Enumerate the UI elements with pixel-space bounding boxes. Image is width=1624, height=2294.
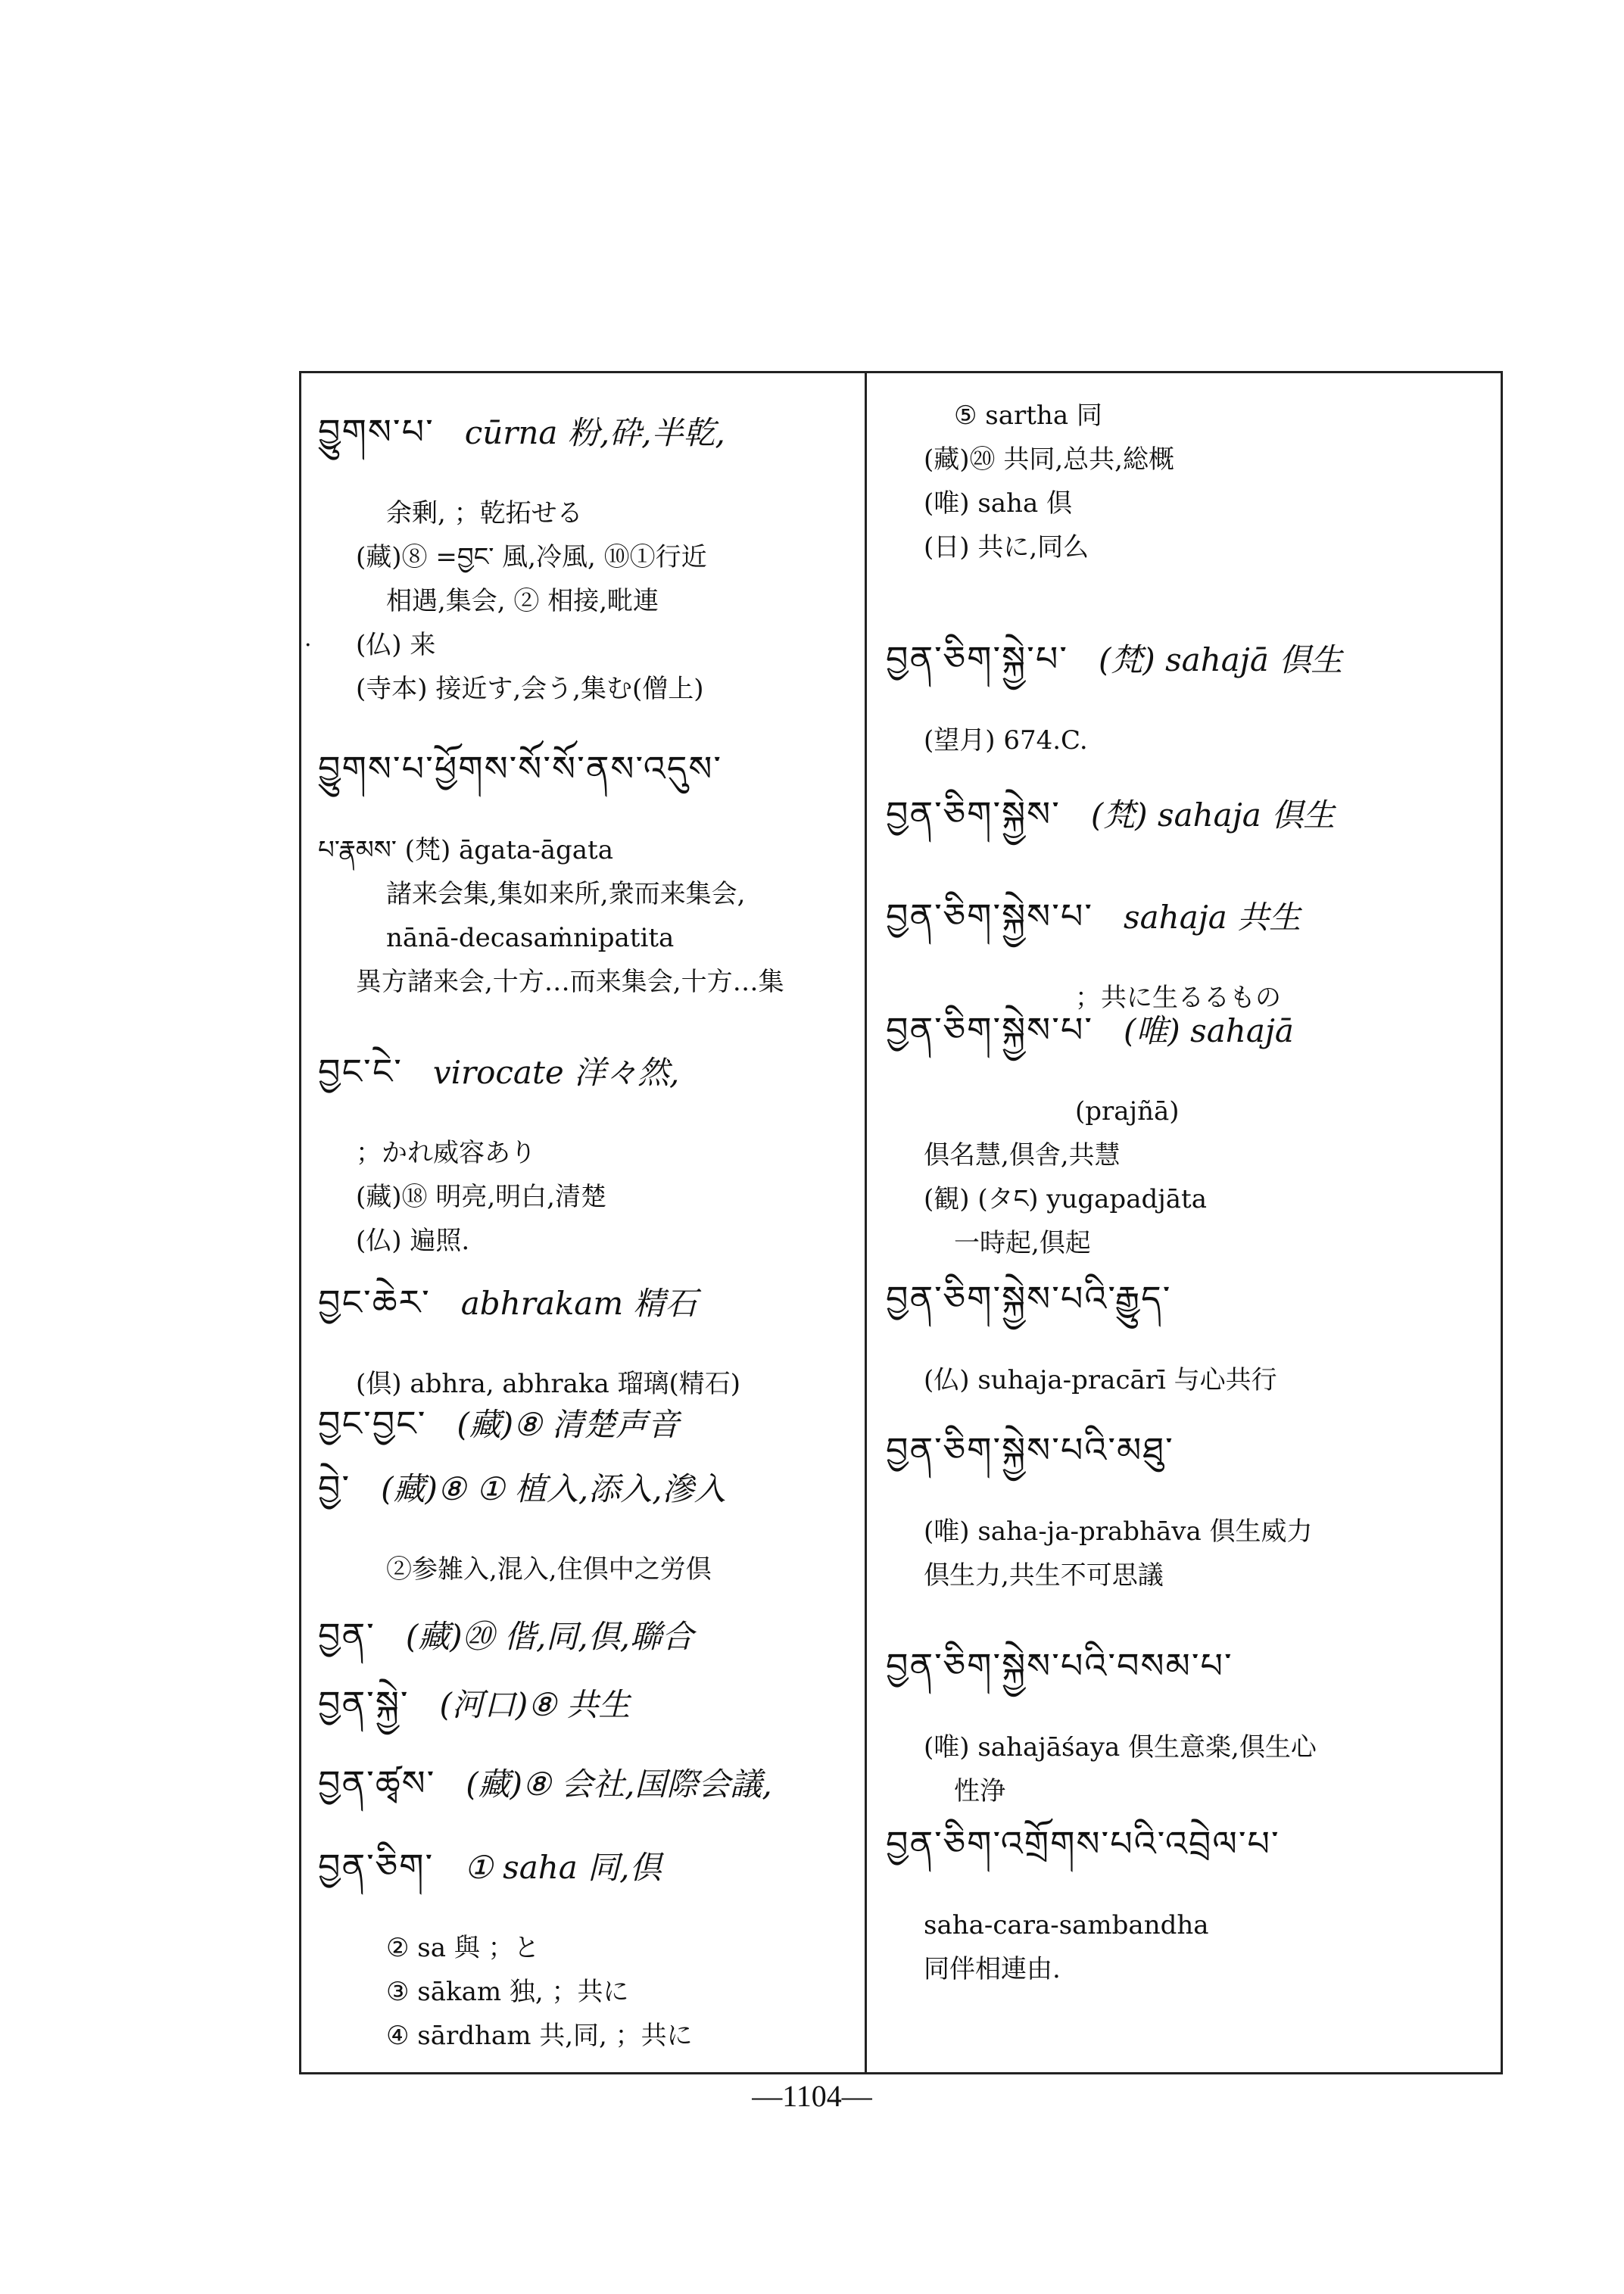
entry-headword <box>318 1264 848 1362</box>
tibetan-headword: བྱན་སྐྱེ་ <box>318 1683 410 1724</box>
entry-line: ② sa 與 ；と <box>386 1933 540 1963</box>
entry-line: (望月) 674.C. <box>924 725 1088 756</box>
page-number: —1104— <box>752 2079 872 2113</box>
tibetan-headword: བྱན་ཅིག་སྐྱེས་པ་ <box>886 896 1094 937</box>
dictionary-entry <box>886 776 1492 874</box>
tibetan-headword: བྱང་ངེ་ <box>318 1051 403 1092</box>
entry-line: 倶生力,共生不可思議 <box>924 1560 1164 1591</box>
entry-headword <box>318 1033 848 1131</box>
entry-line: (仏) suhaja-pracārī 与心共行 <box>924 1365 1277 1395</box>
entry-line: (唯) sahajāśaya 倶生意楽,倶生心 <box>924 1732 1317 1763</box>
entry-line: (唯) saha 倶 <box>924 488 1073 519</box>
entry-headword <box>886 878 1492 976</box>
margin-mark: · <box>304 632 312 659</box>
tibetan-headword: བྱེ་ <box>318 1467 351 1508</box>
entry-headword <box>318 1828 848 1926</box>
tibetan-headword: བྱན་ཅིག་སྐྱེས་པ་ <box>886 1009 1094 1050</box>
entry-line: 諸来会集,集如来所,衆而来集会, <box>386 879 746 909</box>
dictionary-entry <box>886 621 1492 762</box>
entry-line: པ་རྣམས་ (梵) āgata-āgata <box>318 835 613 865</box>
entry-line: 余剰, ；乾拓せる <box>386 498 583 528</box>
entry-headword <box>318 731 848 828</box>
tibetan-headword: བྱན་ཅིག་སྐྱེས་ <box>886 793 1061 834</box>
headword-gloss: (藏)⑧ 会社,国際会議, <box>466 1766 772 1803</box>
tibetan-headword: བྱུགས་པ་ <box>318 411 435 452</box>
entry-line: (倶) abhra, abhraka 瑠璃(精石) <box>356 1369 741 1399</box>
entry-line: (日) 共に,同么 <box>924 532 1089 563</box>
entry-headword <box>886 1261 1492 1358</box>
dictionary-entry <box>886 1261 1492 1402</box>
entry-line: 異方諸来会,十方…而来集会,十方…集 <box>356 967 784 997</box>
tibetan-headword: བྱན་ཚྭས་ <box>318 1763 436 1803</box>
entry-line: 倶名慧,倶舎,共慧 <box>924 1140 1121 1170</box>
headword-gloss: ① saha 同,倶 <box>464 1849 662 1886</box>
dictionary-entry <box>318 731 848 1004</box>
entry-line: (藏)⑳ 共同,总共,総概 <box>924 444 1174 475</box>
entry-line: (藏)⑧ =བྱང་ 風,冷風, ⑩①行近 <box>356 542 707 572</box>
tibetan-headword: བྱན་ཅིག་སྐྱེ་པ་ <box>886 638 1068 679</box>
entry-line: (観) (タང) yugapadjāta <box>924 1184 1207 1214</box>
dictionary-entry <box>318 394 848 711</box>
tibetan-headword: བྱན་ <box>318 1615 376 1656</box>
tibetan-headword: བྱུགས་པ་ཕྱོགས་སོ་སོ་ནས་འདུས་ <box>318 748 723 789</box>
entry-headword <box>886 621 1492 718</box>
entry-line: ③ sākam 独, ；共に <box>386 1977 629 2007</box>
entry-headword <box>886 1412 1492 1510</box>
entry-line: nānā-decasaṁnipatita <box>386 923 675 953</box>
tibetan-headword: བྱང་ཆེར་ <box>318 1282 431 1323</box>
dictionary-entry <box>318 1828 848 2058</box>
headword-gloss: (梵) sahaja 倶生 <box>1090 796 1336 834</box>
tibetan-headword: བྱན་ཅིག་སྐྱེས་པའི་མཐུ་ <box>886 1429 1174 1470</box>
entry-line: 一時起,倶起 <box>954 1228 1091 1258</box>
dictionary-entry <box>886 992 1492 1265</box>
entry-line: (仏) 遍照. <box>356 1226 470 1256</box>
entry-headword <box>886 1628 1492 1725</box>
entry-line: (寺本) 接近す,会う,集む(僧上) <box>356 674 704 704</box>
entry-line: (藏)⑱ 明亮,明白,清楚 <box>356 1182 606 1212</box>
headword-gloss: (河口)⑧ 共生 <box>439 1686 631 1723</box>
dictionary-entry <box>886 1412 1492 1597</box>
headword-gloss: sahaja 共生 <box>1124 899 1301 936</box>
entry-line: 性浄 <box>954 1776 1005 1806</box>
entry-headword <box>886 992 1492 1089</box>
tibetan-headword: བྱན་ཅིག་སྐྱེས་པའི་བསམ་པ་ <box>886 1645 1233 1686</box>
entry-line: ②参雑入,混入,住倶中之労倶 <box>386 1554 712 1585</box>
entry-line: saha-cara-sambandha <box>924 1910 1209 1940</box>
entry-headword <box>318 1450 848 1548</box>
entry-headword <box>318 394 848 491</box>
tibetan-headword: བྱན་ཅིག་ <box>318 1846 435 1887</box>
headword-gloss: (藏)⑧ ① 植入,添入,滲入 <box>381 1470 726 1507</box>
dictionary-entry <box>886 1628 1492 1813</box>
entry-headword <box>886 776 1492 874</box>
headword-gloss: abhrakam 精石 <box>460 1285 697 1322</box>
entry-line: 同伴相連由. <box>924 1954 1061 1984</box>
entry-line: (prajñā) <box>1075 1096 1180 1127</box>
entry-line: ；共に生るるもの <box>1075 983 1281 1013</box>
tibetan-headword: བྱན་ཅིག་སྐྱེས་པའི་རྒྱུད་ <box>886 1278 1172 1319</box>
headword-gloss: (唯) sahajā <box>1124 1012 1294 1049</box>
tibetan-headword: བྱན་ཅིག་འགྲོགས་པའི་འབྲེལ་པ་ <box>886 1823 1280 1864</box>
entry-headword <box>886 1806 1492 1903</box>
headword-gloss: virocate 洋々然, <box>432 1054 680 1091</box>
dictionary-entry <box>318 1450 848 1591</box>
dictionary-entry <box>318 1264 848 1406</box>
entry-line: ⑤ sartha 同 <box>954 401 1102 431</box>
dictionary-entry <box>318 1033 848 1263</box>
entry-line: (仏) 来 <box>356 630 436 660</box>
headword-gloss: (藏)⑧ 清楚声音 <box>457 1406 680 1443</box>
entry-line: ④ sārdham 共,同, ；共に <box>386 2021 693 2051</box>
dictionary-entry <box>886 1806 1492 1991</box>
tibetan-headword: བྱང་བྱང་ <box>318 1403 427 1444</box>
headword-gloss: (梵) sahajā 倶生 <box>1098 641 1343 678</box>
headword-gloss: (藏)⑳ 偕,同,倶,聯合 <box>405 1618 694 1655</box>
column-divider <box>865 371 867 2074</box>
headword-gloss: cūrna 粉,砕,半乾, <box>464 414 725 451</box>
entry-line: 相遇,集会, ② 相接,毗連 <box>386 586 659 616</box>
entry-line: (唯) saha-ja-prabhāva 倶生威力 <box>924 1516 1313 1547</box>
entry-line: ；かれ威容あり <box>356 1138 536 1168</box>
dictionary-entry <box>886 394 1492 569</box>
